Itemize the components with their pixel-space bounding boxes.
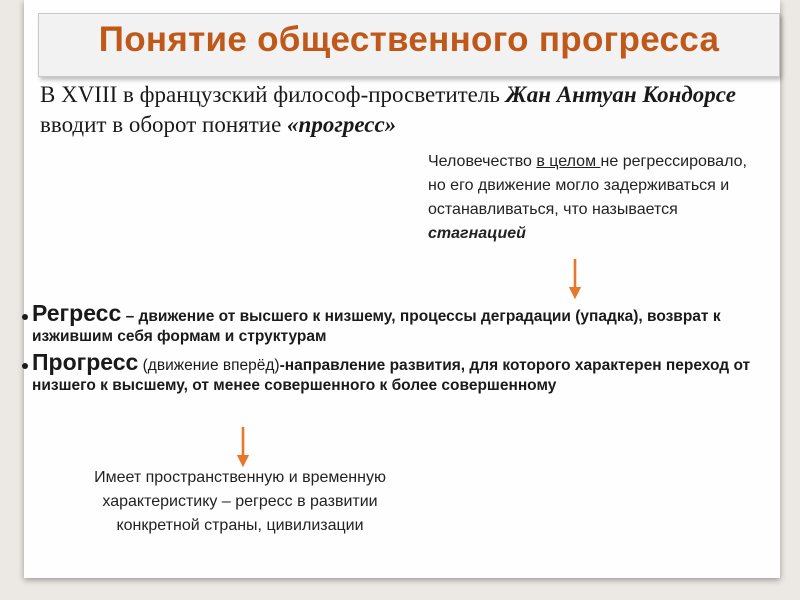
bullet-icon	[22, 314, 28, 320]
definition-text: -направление развития, для которого характерен переход от низшего к высшему, от менее совершенного к более совершенному	[32, 357, 751, 394]
stagnation-note	[428, 150, 758, 246]
spatial-note: Имеет пространственную и временную характеристику – регресс в развитии конкретной страны, цивилизации	[94, 469, 386, 534]
definition-paren: (движение вперёд)	[138, 357, 280, 374]
definition-regress	[22, 300, 782, 347]
intro-text-2: вводит в оборот понятие	[40, 112, 288, 137]
stagnation-term: стагнацией	[428, 225, 526, 242]
slide-title: Понятие общественного прогресса	[98, 20, 720, 59]
definition-term: Регресс	[32, 300, 122, 326]
definitions-list	[22, 300, 782, 396]
definition-term: Прогресс	[32, 349, 139, 375]
intro-term: «прогресс»	[287, 112, 397, 137]
intro-text-1: В XVIII в французский философ-просветитель	[40, 82, 506, 107]
title-box	[38, 13, 780, 77]
arrow-down-icon	[568, 256, 582, 304]
intro-paragraph	[40, 80, 780, 140]
definition-progress	[22, 349, 782, 396]
stagnation-underlined: в целом	[536, 153, 601, 170]
definition-text: – движение от высшего к низшему, процессы деградации (упадка), возврат к изжившим себя формам и структурам	[32, 308, 721, 345]
stagnation-text-2: не регрессировало, но его движение могло задерживаться и останавливаться, что называется	[428, 153, 747, 218]
bullet-icon	[22, 363, 28, 369]
arrow-down-icon	[236, 424, 250, 472]
intro-name: Жан Антуан Кондорсе	[505, 82, 736, 107]
stagnation-text-1: Человечество	[428, 153, 537, 170]
